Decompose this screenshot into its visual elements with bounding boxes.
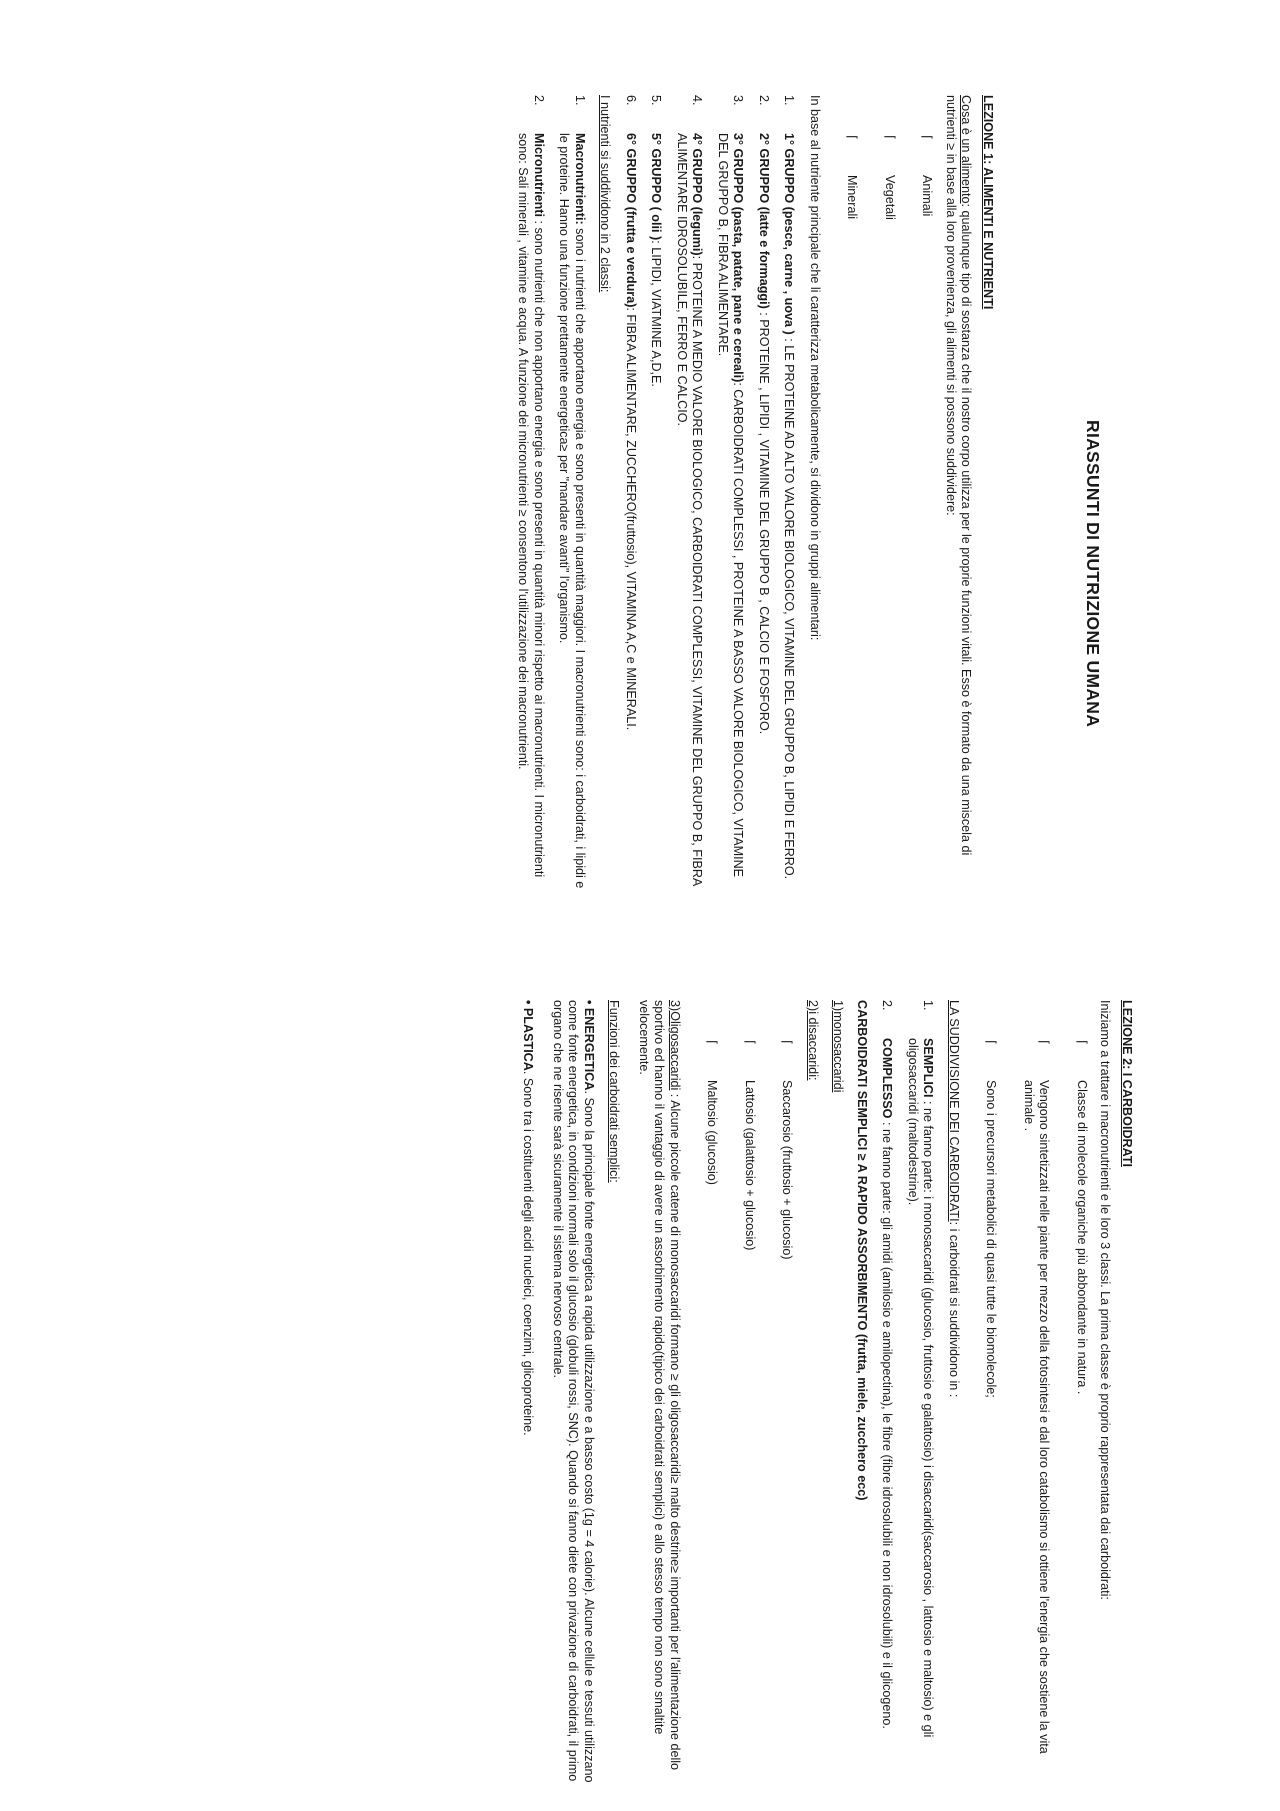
classes-heading: I nutrienti si suddividono in 2 classi: (598, 95, 613, 293)
carb-type-item: 1. SEMPLICI : ne fanno parte: i monosaccaridi (glucosio, fruttosio e galattosio) i disaccaridi(saccarosio , lattosio e maltosio) e gli oligosaccaridi (maltodestrine). (906, 1000, 936, 1738)
groups-intro: In base al nutriente principale che li caratterizza metabolicamente, si dividono in gruppi alimentari: (808, 95, 822, 641)
intro-term: Cosa è un alimento (959, 95, 974, 204)
origin-item: ⌈ Animali (919, 95, 935, 895)
lesson-2-heading: LEZIONE 2: I CARBOIDRATI (1120, 1000, 1134, 1167)
lesson-1-heading: LEZIONE 1: ALIMENTI E NUTRIENTI (981, 95, 995, 310)
carb-feature-item: ⌈ Sono i precursori metabolici di quasi tutte le biomolecole; (983, 1000, 999, 1800)
carb-feature-item: ⌈ Vengono sintetizzati nelle piante per mezzo della fotosintesi e dal loro catabolismo si ottiene l'energia che sostiene la vita animale . (1021, 1000, 1052, 1800)
origin-item: ⌈ Minerali (844, 95, 860, 895)
food-group-list (623, 95, 797, 895)
nutrient-class-item: 2. Micronutrienti : sono nutrienti che non apportano energia e sono presenti in quantità minori rispetto ai macronutrienti. I micronutrienti sono: Sali minerali , vitamine e acqua. A funzione dei micronutrienti ≥ consentono l'utilizzazione dei macronutrienti. (516, 95, 546, 878)
disaccharides-label: 2)i disaccaridi: (806, 1000, 820, 1081)
page-title: RIASSUNTI DI NUTRIZIONE UMANA (1083, 420, 1103, 728)
food-group-item: 2. 2° GRUPPO (latte e formaggi) : PROTEINE , LIPIDI , VITAMINE DEL GRUPPO B , CALCIO E FOSFORO. (757, 95, 771, 735)
food-group-item: 6. 6° GRUPPO (frutta e verdura): FIBRA ALIMENTARE, ZUCCHERO(fruttosio), VITAMINA A,C e MINERALI. (624, 95, 638, 731)
disaccharide-item: ⌈ Maltosio (glucosio) (704, 1000, 720, 1800)
origin-list (844, 95, 935, 895)
intro-text: : qualunque tipo di sostanza che il nostro corpo utilizza per le proprie funzioni vitali. Esso è formato da una miscela di nutrienti ≥ in base alla loro provenienza, gli alimenti si possono suddividere: (944, 95, 974, 856)
food-group-item: 5. 5° GRUPPO ( olii ): LIPIDI, VIATMINE A,D,E. (649, 95, 664, 387)
food-group-item: 3. 3° GRUPPO (pasta, patate, pane e cereali): CARBOIDRATI COMPLESSI , PROTEINE A BASSO VALORE BIOLOGICO, VITAMINE DEL GRUPPO B, FIBRA ALIMENTARE. (716, 95, 746, 878)
lesson-1-intro (943, 95, 974, 895)
function-item: • PLASTICA. Sono tra i costituenti degli acidi nucleici, coenzimi, glicoproteine. (521, 1000, 536, 1436)
lesson-2-column (510, 1000, 1134, 1800)
lesson-2-intro: Iniziamo a trattare i macronutrienti e le loro 3 classi. La prima classe è proprio rappresentata dai carboidrati: (1098, 1000, 1113, 1600)
food-group-item: 1. 1° GRUPPO (pesce, carne , uova ) : LE PROTEINE AD ALTO VALORE BIOLOGICO, VITAMINE DEL GRUPPO B, LIPIDI E FERRO. (782, 95, 797, 880)
disaccharide-item: ⌈ Saccarosio (fruttosio + glucosio) (779, 1000, 795, 1800)
function-item: • ENERGETICA. Sono la principale fonte energetica a rapida utilizzazione e a basso costo (1g = 4 calorie). Alcune cellule e tessuti utilizzano come fonte energetica, in condizioni normali solo il glucosio (globuli rossi, SNC). Quando si fanno diete con privazione di carboidrati, il primo organo che ne risente sarà sicuramente il sistema nervoso centrale. (551, 1000, 596, 1783)
food-group-item: 4. 4° GRUPPO (legumi): PROTEINE A MEDIO VALORE BIOLOGICO, CARBOIDRATI COMPLESSI, VITAMINE DEL GRUPPO B, FIBRA ALIMENTARE IDROSOLUBILE, FERRO E CALCIO. (675, 95, 705, 886)
rapid-absorption-heading: CARBOIDRATI SEMPLICI ≥ A RAPIDO ASSORBIMENTO (frutta, miele, zucchero ecc) (855, 1000, 869, 1501)
nutrient-class-list (515, 95, 587, 895)
origin-item: ⌈ Vegetali (882, 95, 898, 895)
disaccharide-item: ⌈ Lattosio (galattosio + glucosio) (742, 1000, 758, 1800)
carb-type-list (879, 1000, 936, 1800)
subdivision-line: LA SUDDIVISIONE DEI CARBOIDRATI: i carboidrati si suddividono in : (947, 1000, 961, 1398)
nutrient-class-item: 1. Macronutrienti: sono i nutrienti che apportano energia e sono presenti in quantità maggiori. I macronutrienti sono: i carboidrati, i lipidi e le proteine. Hanno una funzione prettamente energetica≥ per "mandare avanti" l'organismo. (557, 95, 587, 889)
monosaccharides-label: 1)monosaccaridi (831, 1000, 846, 1093)
functions-heading: Funzioni dei carboidrati semplici: (607, 1000, 622, 1183)
disaccharide-list (704, 1000, 795, 1800)
carb-feature-item: ⌈ Classe di molecole organiche più abbondante in natura . (1074, 1000, 1090, 1800)
carb-feature-list (983, 1000, 1089, 1800)
oligosaccharides-paragraph: 3)Oligosaccaridi : Alcune piccole catene di monosaccaridi formano ≥ gli oligosaccaridi≥ malto destrine≥ importanti per l'alimentazione dello sportivo ed hanno il vantaggio di avere un assorbimento rapido(tipico dei carboidrati semplici) e allo stesso tempo non sono smaltite velocemente. (637, 1000, 682, 1771)
carb-type-item: 2. COMPLESSO : ne fanno parte: gli amidi (amilosio e amilopectina), le fibre (fibre idrosolubili e non idrosolubili) e il glicogeno. (880, 1000, 895, 1729)
lesson-1-column (505, 95, 995, 895)
